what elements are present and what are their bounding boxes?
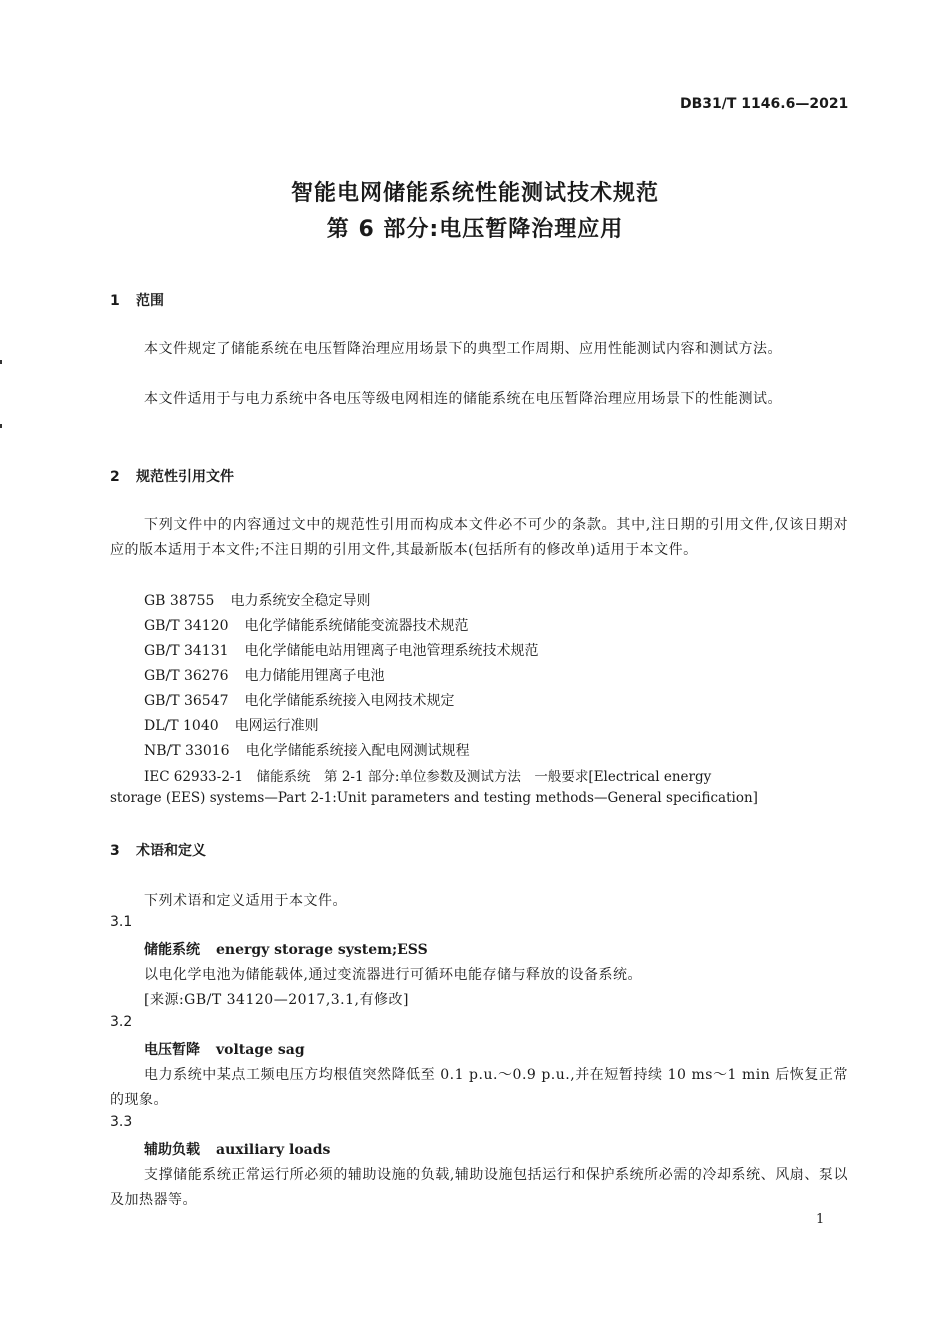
section-3-heading — [110, 840, 206, 860]
term-en: energy storage system;ESS — [216, 942, 428, 958]
document-title-line1: 智能电网储能系统性能测试技术规范 — [290, 181, 659, 206]
term-en: voltage sag — [216, 1042, 305, 1058]
clause-number: 3.1 — [110, 914, 133, 930]
reference-code: GB/T 34120 — [144, 618, 229, 634]
iec-reference-line1: IEC 62933-2-1 储能系统 第 2-1 部分:单位参数及测试方法 一般要求[Electrical energy — [144, 769, 712, 785]
section-title: 范围 — [136, 293, 164, 309]
reference-code: GB/T 34131 — [144, 643, 229, 659]
reference-title: 电化学储能系统接入电网技术规定 — [244, 693, 455, 709]
iec-reference-line2: storage (EES) systems—Part 2-1:Unit parameters and testing methods—General specification] — [110, 790, 758, 806]
term-en: auxiliary loads — [216, 1142, 331, 1158]
section-1-heading — [110, 290, 164, 310]
term-zh: 电压暂降 — [144, 1042, 200, 1058]
reference-item — [144, 715, 319, 735]
clause-number: 3.2 — [110, 1014, 133, 1030]
reference-title: 电化学储能系统储能变流器技术规范 — [244, 618, 469, 634]
standard-number: DB31/T 1146.6—2021 — [680, 96, 849, 112]
reference-title: 电化学储能电站用锂离子电池管理系统技术规范 — [244, 643, 539, 659]
reference-item — [144, 615, 469, 635]
terms-intro: 下列术语和定义适用于本文件。 — [144, 893, 347, 909]
section-title: 规范性引用文件 — [136, 469, 234, 485]
section-number: 1 — [110, 293, 120, 309]
reference-title: 电化学储能系统接入配电网测试规程 — [245, 743, 470, 759]
scan-mark — [0, 360, 2, 364]
term-definition: 以电化学电池为储能载体,通过变流器进行可循环电能存储与释放的设备系统。 — [144, 967, 642, 983]
scope-paragraph-2: 本文件适用于与电力系统中各电压等级电网相连的储能系统在电压暂降治理应用场景下的性能测试。 — [144, 391, 782, 407]
scope-paragraph-1: 本文件规定了储能系统在电压暂降治理应用场景下的典型工作周期、应用性能测试内容和测试方法。 — [144, 341, 782, 357]
reference-code: GB 38755 — [144, 593, 215, 609]
term-entry — [144, 1139, 330, 1159]
section-2-heading — [110, 466, 234, 486]
scan-mark — [0, 424, 2, 428]
term-zh: 储能系统 — [144, 942, 200, 958]
term-entry — [144, 1039, 305, 1059]
reference-item — [144, 690, 455, 710]
reference-code: DL/T 1040 — [144, 718, 219, 734]
term-zh: 辅助负载 — [144, 1142, 200, 1158]
reference-title: 电网运行准则 — [234, 718, 319, 734]
reference-code: GB/T 36547 — [144, 693, 229, 709]
reference-code: NB/T 33016 — [144, 743, 230, 759]
reference-item — [144, 590, 370, 610]
term-entry — [144, 939, 428, 959]
section-number: 3 — [110, 843, 120, 859]
section-number: 2 — [110, 469, 120, 485]
reference-title: 电力储能用锂离子电池 — [244, 668, 385, 684]
reference-item — [144, 740, 470, 760]
term-definition: 电力系统中某点工频电压方均根值突然降低至 0.1 p.u.～0.9 p.u.,并在短暂持续 10 ms～1 min 后恢复正常的现象。 — [110, 1067, 848, 1108]
section-title: 术语和定义 — [136, 843, 206, 859]
term-definition: 支撑储能系统正常运行所必须的辅助设施的负载,辅助设施包括运行和保护系统所必需的冷却系统、风扇、泵以及加热器等。 — [110, 1167, 848, 1208]
reference-item — [144, 640, 539, 660]
term-source: [来源:GB/T 34120—2017,3.1,有修改] — [144, 992, 409, 1008]
reference-title: 电力系统安全稳定导则 — [230, 593, 371, 609]
reference-code: GB/T 36276 — [144, 668, 229, 684]
clause-number: 3.3 — [110, 1114, 133, 1130]
reference-item — [144, 665, 385, 685]
document-title-line2: 第 6 部分:电压暂降治理应用 — [326, 217, 624, 242]
references-intro: 下列文件中的内容通过文中的规范性引用而构成本文件必不可少的条款。其中,注日期的引用文件,仅该日期对应的版本适用于本文件;不注日期的引用文件,其最新版本(包括所有的修改单)适用于本文件。 — [110, 517, 848, 558]
page-number: 1 — [816, 1212, 825, 1227]
